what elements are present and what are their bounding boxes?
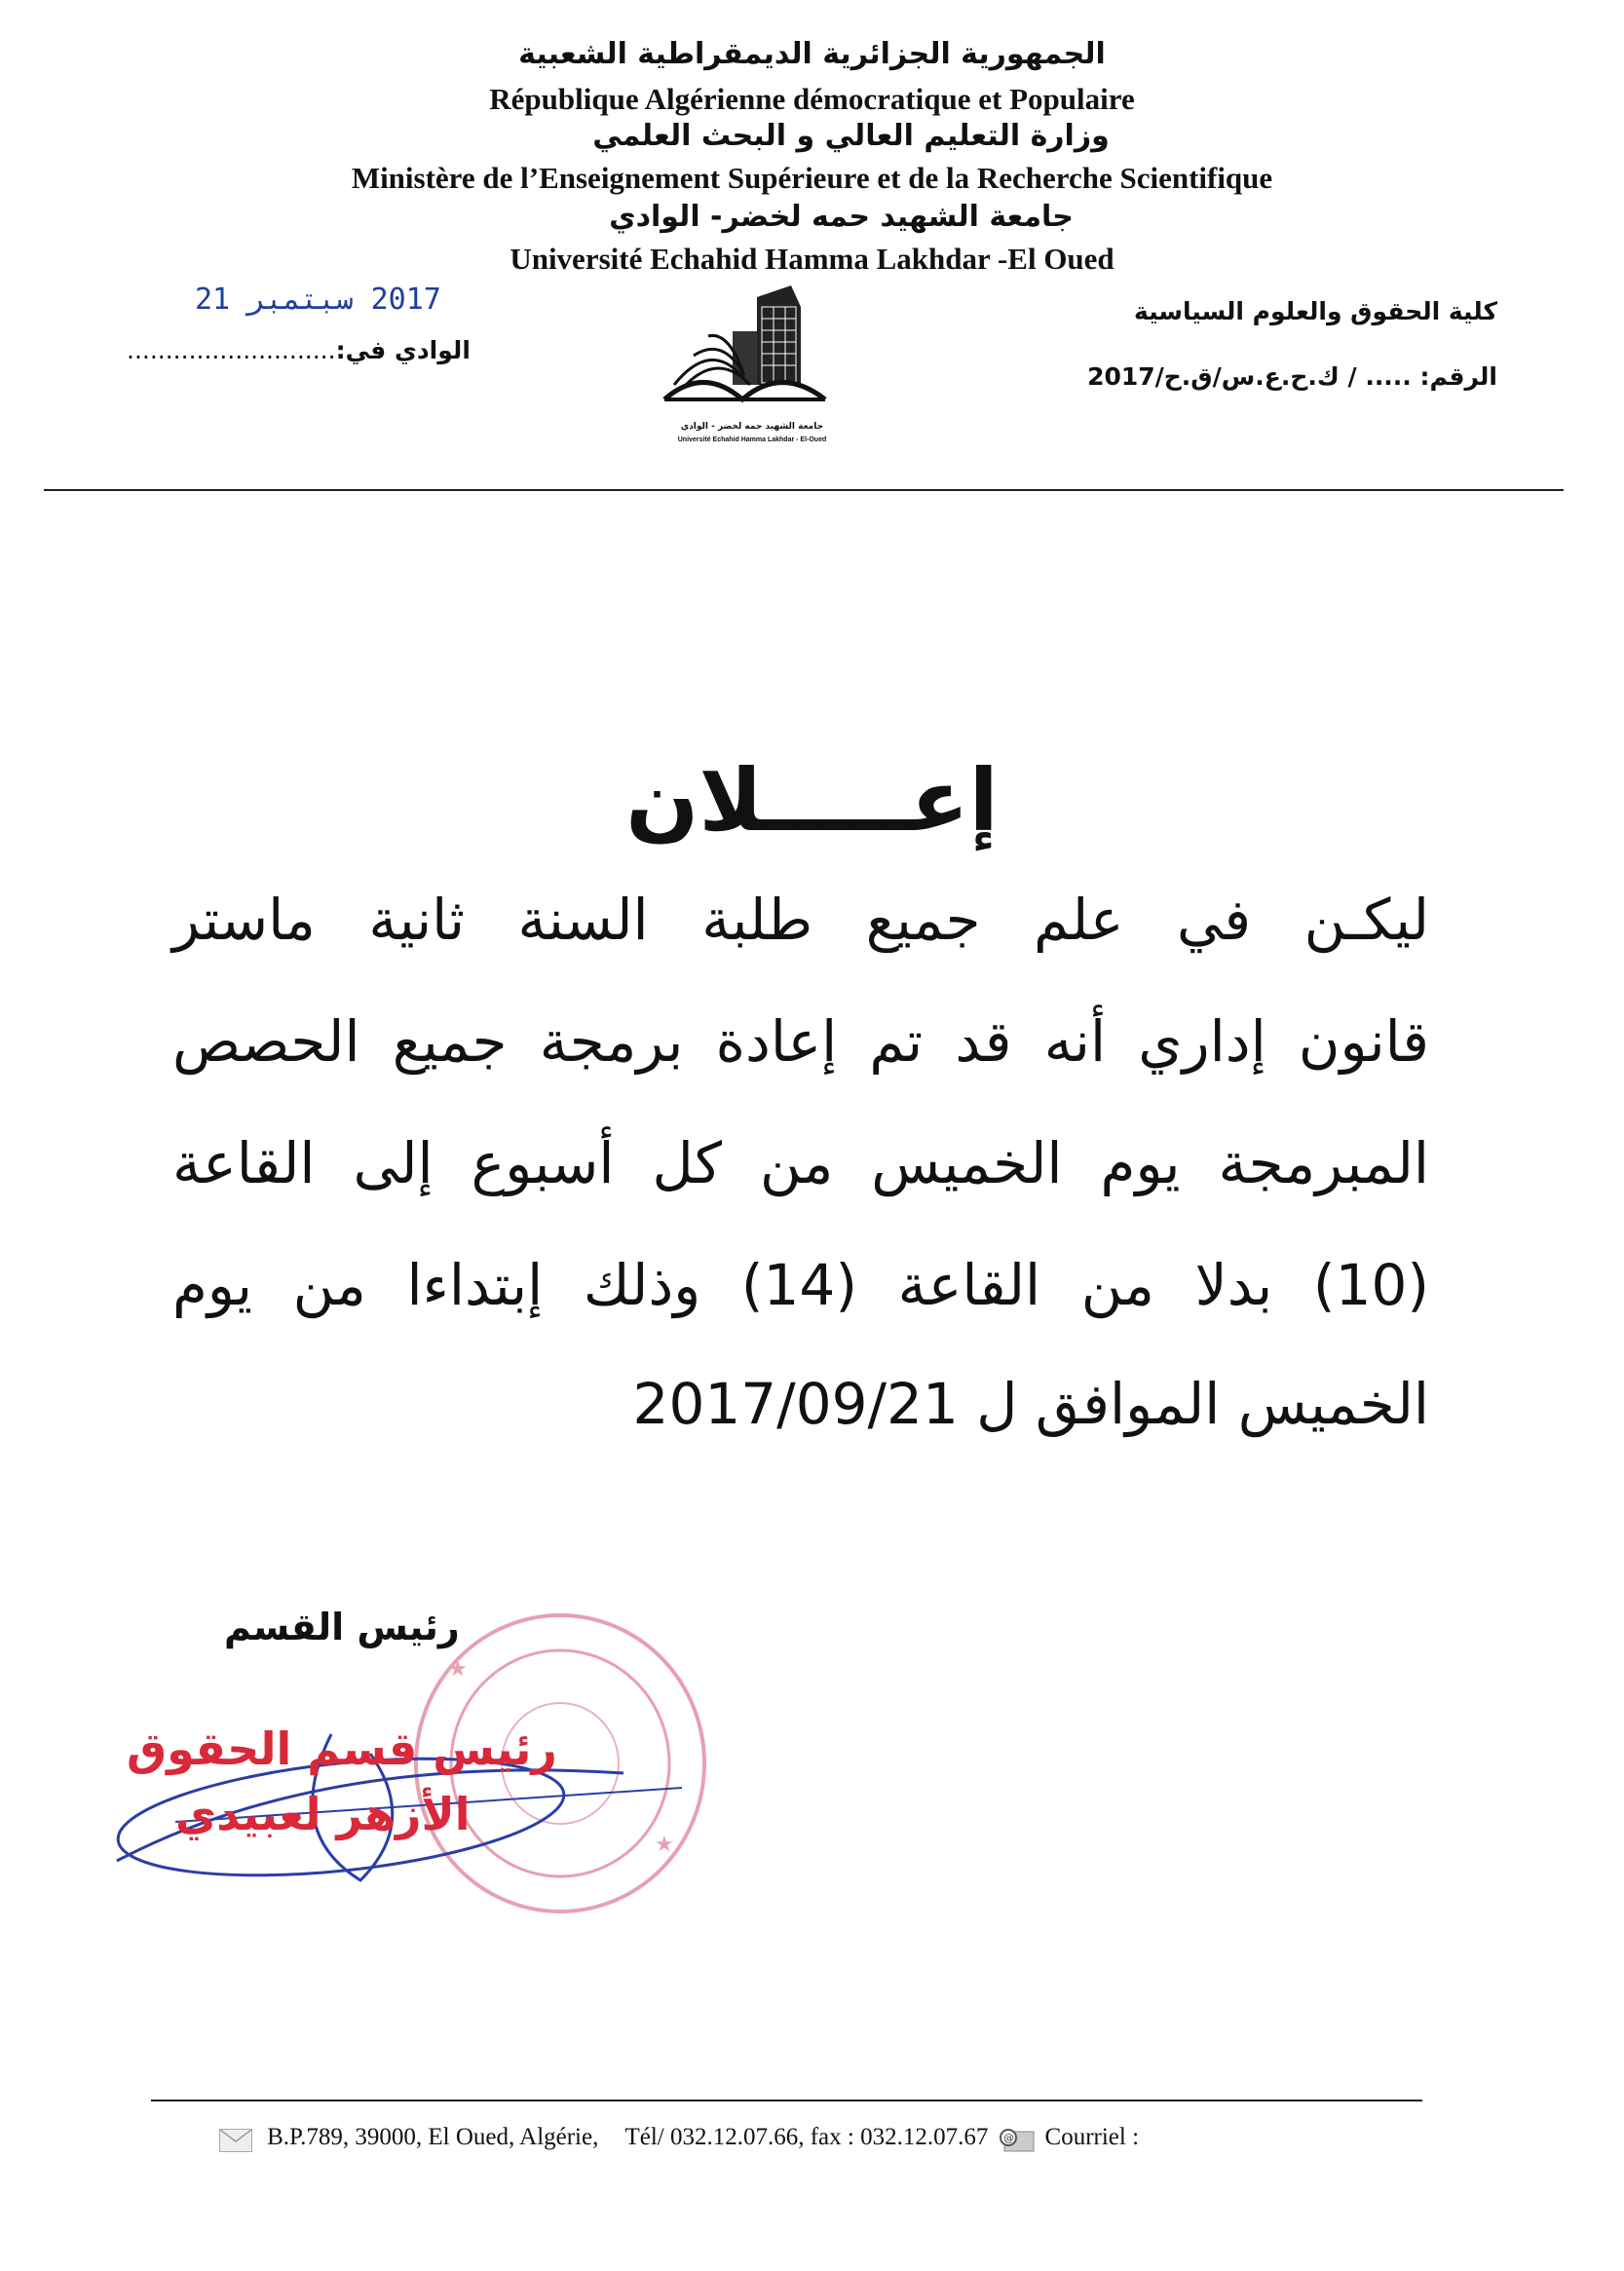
faculty-name: كلية الحقوق والعلوم السياسية xyxy=(1134,297,1497,325)
header-divider xyxy=(44,489,1564,491)
footer-email-label: Courriel : xyxy=(1044,2124,1140,2150)
logo-caption-fr: Université Echahid Hamma Lakhdar - El-Oued xyxy=(677,436,827,443)
footer-address: B.P.789, 39000, El Oued, Algérie, xyxy=(267,2124,599,2150)
announcement-line: قانون إداري أنه قد تم إعادة برمجة جميع الحصص xyxy=(172,1008,1429,1075)
place-date-dots: ........................... xyxy=(127,336,336,364)
announcement-title: إعـــــلان xyxy=(625,750,999,851)
announcement-line: (10) بدلا من القاعة (14) وذلك إبتداءا من يوم xyxy=(172,1252,1430,1318)
svg-text:★: ★ xyxy=(655,1833,674,1857)
university-logo xyxy=(655,278,850,453)
announcement-line: الخميس الموافق ل 2017/09/21 xyxy=(632,1371,1429,1437)
logo-caption-ar: جامعة الشهيد حمه لخضر - الوادي xyxy=(680,422,824,432)
place-date-label: الوادي في: xyxy=(335,336,471,364)
email-icon xyxy=(997,2128,1036,2153)
svg-text:★: ★ xyxy=(448,1657,468,1682)
svg-text:@: @ xyxy=(1003,2131,1015,2144)
reference-number: الرقم: ..... / ك.ح.ع.س/ق.ح/2017 xyxy=(1087,362,1497,391)
republic-ar: الجمهورية الجزائرية الديمقراطية الشعبية xyxy=(518,37,1106,71)
place-date xyxy=(127,336,471,364)
ministry-fr: Ministère de l’Enseignement Supérieure et de la Recherche Scientifique xyxy=(351,161,1273,195)
announcement-line: ليكـن في علم جميع طلبة السنة ثانية ماستر xyxy=(172,887,1429,953)
envelope-icon xyxy=(219,2129,252,2152)
footer-divider xyxy=(151,2100,1422,2101)
footer-phone: Tél/ 032.12.07.66, fax : 032.12.07.67 xyxy=(624,2124,989,2150)
republic-fr: République Algérienne démocratique et Populaire xyxy=(489,82,1135,116)
stamp-name: الأزهر لعبيدي xyxy=(175,1788,471,1840)
footer-contact xyxy=(219,2124,1340,2163)
announcement-line: المبرمجة يوم الخميس من كل أسبوع إلى القاعة xyxy=(172,1130,1429,1196)
stamp-title: رئيس قسم الحقوق xyxy=(127,1722,557,1775)
university-ar: جامعة الشهيد حمه لخضر- الوادي xyxy=(609,200,1074,234)
ministry-ar: وزارة التعليم العالي و البحث العلمي xyxy=(592,119,1110,153)
stamp-date: 2017 سبتمبر 21 xyxy=(195,283,441,317)
signature-title: رئيس القسم xyxy=(224,1606,460,1648)
university-fr: Université Echahid Hamma Lakhdar -El Oued xyxy=(510,242,1114,276)
